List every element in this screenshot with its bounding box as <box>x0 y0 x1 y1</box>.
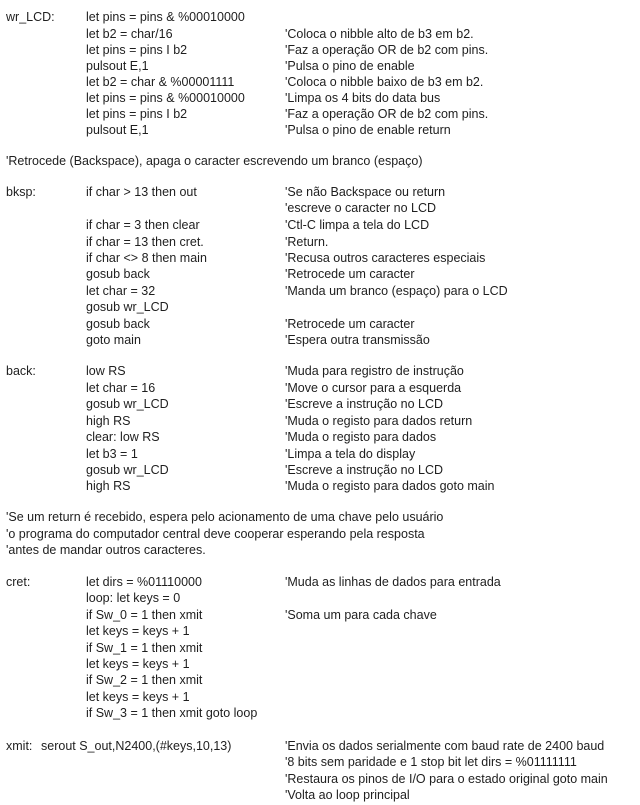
code-comment: 'Retrocede um caracter <box>285 267 415 281</box>
listing-line <box>0 217 640 233</box>
code-comment: 'Retrocede um caracter <box>285 317 415 331</box>
code-statement: let pins = pins I b2 <box>86 43 188 57</box>
listing-line <box>0 299 640 315</box>
listing-line <box>0 316 640 332</box>
code-comment: 'Return. <box>285 235 329 249</box>
code-comment: 'Escreve a instrução no LCD <box>285 397 444 411</box>
listing-line <box>0 787 640 803</box>
listing-line <box>0 446 640 462</box>
code-statement: let pins = pins I b2 <box>86 107 188 121</box>
listing-line <box>0 42 640 58</box>
code-statement: let b3 = 1 <box>86 447 138 461</box>
listing-line <box>0 462 640 478</box>
code-comment: 'Coloca o nibble baixo de b3 em b2. <box>285 75 484 89</box>
listing-line <box>0 74 640 90</box>
listing-line <box>0 771 640 787</box>
code-statement: let pins = pins & %00010000 <box>86 10 245 24</box>
listing-line <box>0 754 640 770</box>
code-statement: high RS <box>86 479 131 493</box>
code-statement: let b2 = char & %00001111 <box>86 75 235 89</box>
code-statement: serout S_out,N2400,(#keys,10,13) <box>41 739 232 753</box>
code-statement: let pins = pins & %00010000 <box>86 91 245 105</box>
section-comment <box>0 153 640 169</box>
code-comment: '8 bits sem paridade e 1 stop bit let dirs = %01111111 <box>285 755 577 769</box>
code-statement: gosub wr_LCD <box>86 463 169 477</box>
section-comment-text: 'Retrocede (Backspace), apaga o caracter escrevendo um branco (espaço) <box>6 154 423 168</box>
code-statement: let char = 16 <box>86 381 156 395</box>
listing-line <box>0 705 640 721</box>
listing-line <box>0 106 640 122</box>
code-statement: let keys = keys + 1 <box>86 690 190 704</box>
listing-line <box>0 396 640 412</box>
code-comment: 'Limpa a tela do display <box>285 447 416 461</box>
code-comment: 'Limpa os 4 bits do data bus <box>285 91 441 105</box>
routine-label: bksp: <box>6 185 36 199</box>
listing-line <box>0 429 640 445</box>
code-statement: if char <> 8 then main <box>86 251 207 265</box>
section-comment-text: 'Se um return é recebido, espera pelo acionamento de uma chave pelo usuário <box>6 510 444 524</box>
listing-line <box>0 250 640 266</box>
code-comment: 'Manda um branco (espaço) para o LCD <box>285 284 508 298</box>
code-statement: low RS <box>86 364 126 378</box>
listing-line <box>0 200 640 216</box>
code-statement: let keys = keys + 1 <box>86 624 190 638</box>
code-statement: gosub wr_LCD <box>86 300 169 314</box>
code-comment: 'Se não Backspace ou return <box>285 185 446 199</box>
listing-line <box>0 689 640 705</box>
code-comment: 'Coloca o nibble alto de b3 em b2. <box>285 27 474 41</box>
code-statement: gosub back <box>86 317 150 331</box>
listing-line <box>0 9 640 25</box>
section-comment-text: 'o programa do computador central deve cooperar esperando pela resposta <box>6 527 425 541</box>
code-statement: if char = 13 then cret. <box>86 235 204 249</box>
code-comment: 'Soma um para cada chave <box>285 608 437 622</box>
code-comment: 'Espera outra transmissão <box>285 333 430 347</box>
code-statement: let keys = keys + 1 <box>86 657 190 671</box>
listing-line <box>0 184 640 200</box>
code-comment: 'Muda para registro de instrução <box>285 364 464 378</box>
code-statement: clear: low RS <box>86 430 160 444</box>
section-comment <box>0 526 640 542</box>
code-comment: 'Volta ao loop principal <box>285 788 410 802</box>
listing-line <box>0 122 640 138</box>
code-statement: if Sw_0 = 1 then xmit <box>86 608 203 622</box>
code-comment: 'escreve o caracter no LCD <box>285 201 437 215</box>
listing-line <box>0 623 640 639</box>
code-comment: 'Muda as linhas de dados para entrada <box>285 575 501 589</box>
code-comment: 'Pulsa o pino de enable <box>285 59 415 73</box>
code-comment: 'Pulsa o pino de enable return <box>285 123 451 137</box>
listing-line <box>0 672 640 688</box>
routine-label: cret: <box>6 575 31 589</box>
listing-line <box>0 58 640 74</box>
listing-line <box>0 26 640 42</box>
code-statement: if Sw_3 = 1 then xmit goto loop <box>86 706 258 720</box>
code-statement: let b2 = char/16 <box>86 27 173 41</box>
section-comment-text: 'antes de mandar outros caracteres. <box>6 543 206 557</box>
listing-line <box>0 607 640 623</box>
code-statement: if char > 13 then out <box>86 185 197 199</box>
listing-line <box>0 332 640 348</box>
code-statement: pulsout E,1 <box>86 59 149 73</box>
listing-line <box>0 266 640 282</box>
code-statement: high RS <box>86 414 131 428</box>
listing-line <box>0 738 640 754</box>
code-statement: if Sw_1 = 1 then xmit <box>86 641 203 655</box>
code-comment: 'Restaura os pinos de I/O para o estado original goto main <box>285 772 608 786</box>
listing-line <box>0 640 640 656</box>
listing-line <box>0 380 640 396</box>
listing-line <box>0 574 640 590</box>
code-statement: if Sw_2 = 1 then xmit <box>86 673 203 687</box>
listing-line <box>0 478 640 494</box>
listing-line <box>0 656 640 672</box>
routine-label: wr_LCD: <box>6 10 55 24</box>
code-comment: 'Ctl-C limpa a tela do LCD <box>285 218 430 232</box>
listing-line <box>0 363 640 379</box>
section-comment <box>0 509 640 525</box>
routine-label: xmit: <box>6 739 33 753</box>
listing-line <box>0 590 640 606</box>
code-comment: 'Muda o registo para dados <box>285 430 437 444</box>
code-statement: gosub back <box>86 267 150 281</box>
code-comment: 'Faz a operação OR de b2 com pins. <box>285 43 489 57</box>
listing-line <box>0 283 640 299</box>
listing-line <box>0 413 640 429</box>
code-comment: 'Recusa outros caracteres especiais <box>285 251 486 265</box>
code-comment: 'Faz a operação OR de b2 com pins. <box>285 107 489 121</box>
code-statement: if char = 3 then clear <box>86 218 200 232</box>
listing-line <box>0 90 640 106</box>
code-statement: pulsout E,1 <box>86 123 149 137</box>
code-statement: let dirs = %01110000 <box>86 575 202 589</box>
code-comment: 'Envia os dados serialmente com baud rate de 2400 baud <box>285 739 605 753</box>
section-comment <box>0 542 640 558</box>
listing-line <box>0 234 640 250</box>
code-statement: let char = 32 <box>86 284 156 298</box>
code-statement: loop: let keys = 0 <box>86 591 181 605</box>
code-statement: gosub wr_LCD <box>86 397 169 411</box>
code-comment: 'Muda o registo para dados goto main <box>285 479 495 493</box>
code-comment: 'Escreve a instrução no LCD <box>285 463 444 477</box>
routine-label: back: <box>6 364 36 378</box>
code-statement: goto main <box>86 333 141 347</box>
code-comment: 'Muda o registo para dados return <box>285 414 473 428</box>
code-comment: 'Move o cursor para a esquerda <box>285 381 462 395</box>
